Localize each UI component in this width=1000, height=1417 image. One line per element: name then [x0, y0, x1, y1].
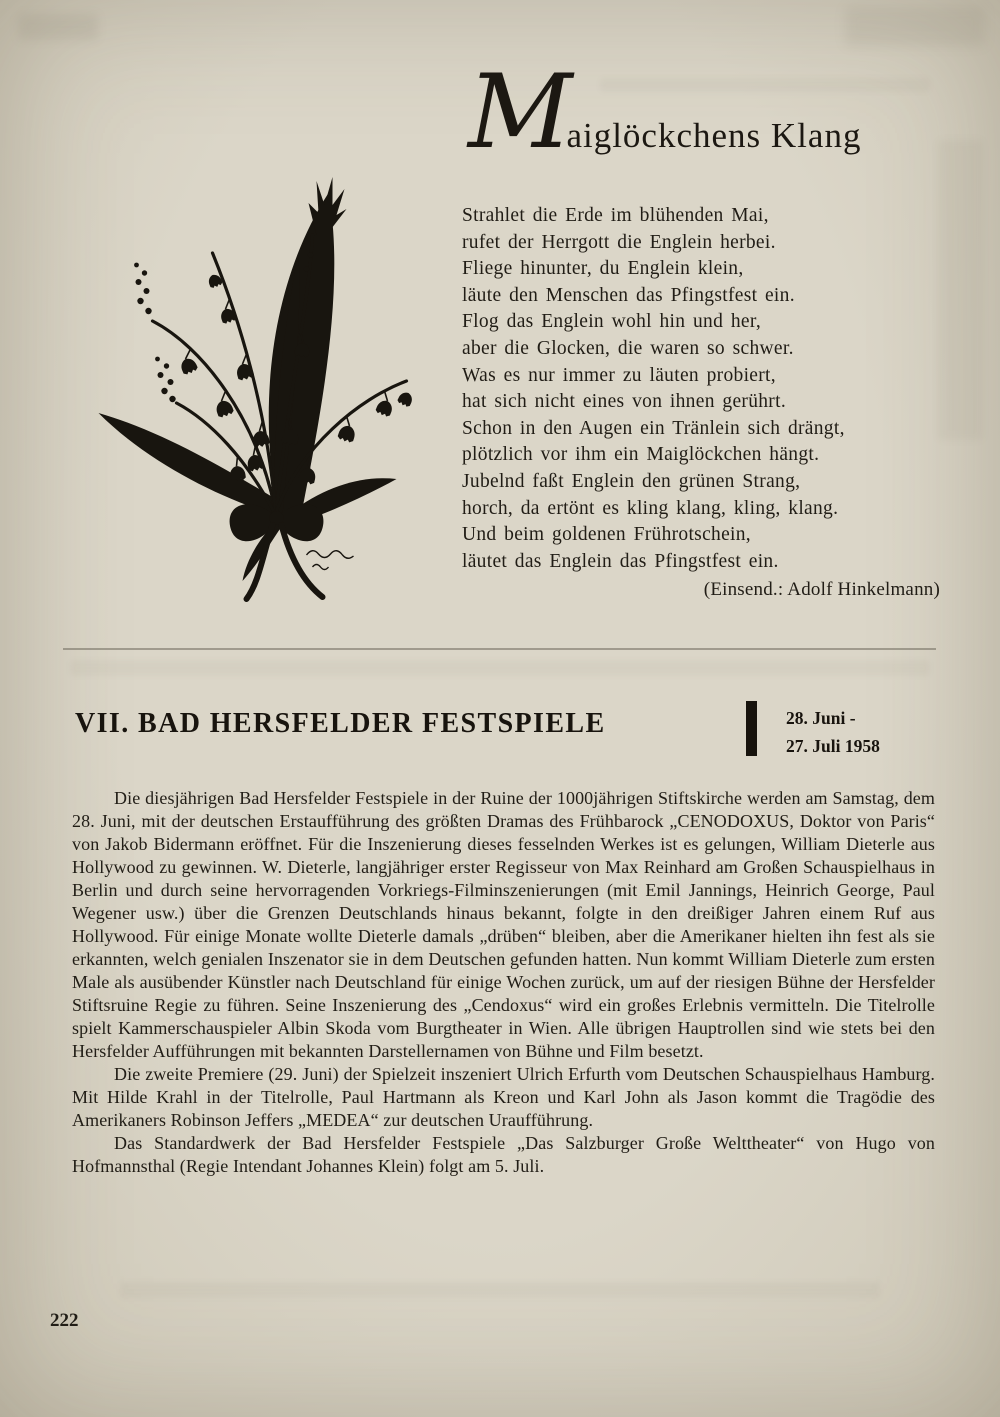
poem-line: plötzlich vor ihm ein Maiglöckchen hängt.: [462, 444, 820, 466]
article-body: [72, 787, 935, 1178]
poem-line: aber die Glocken, die waren so schwer.: [462, 337, 794, 359]
poem-line: hat sich nicht eines von ihnen gerührt.: [462, 391, 786, 413]
festival-date-start: 28. Juni -: [786, 708, 856, 728]
poem-line: Strahlet die Erde im blühenden Mai,: [462, 205, 769, 226]
showthrough-mark: [938, 140, 983, 440]
poem-line: Schon in den Augen ein Tränlein sich drängt,: [462, 417, 845, 439]
showthrough-mark: [70, 660, 930, 676]
poem-title-initial: M: [468, 53, 573, 172]
poem-line: rufet der Herrgott die Englein herbei.: [462, 231, 776, 253]
poem-line: horch, da ertönt es kling klang, kling, klang.: [462, 497, 839, 519]
heading-bar: [746, 701, 757, 756]
page-number: 222: [50, 1310, 79, 1331]
poem-line: läutet das Englein das Pfingstfest ein.: [462, 550, 779, 572]
article-paragraph: Die zweite Premiere (29. Juni) der Spielzeit inszeniert Ulrich Erfurth vom Deutschen Schauspielhaus Hamburg. Mit Hilde Krahl in der Titelrolle, Paul Hartmann als Kreon und Karl John als Jason kommt die Tragödie des Amerikaners Robinson Jeffers „MEDEA“ zur deutschen Uraufführung.: [72, 1064, 935, 1130]
poem-title: [468, 53, 862, 172]
section-divider: [63, 648, 936, 650]
artist-signature: [307, 551, 354, 570]
poem-line: Was es nur immer zu läuten probiert,: [462, 364, 776, 386]
article-heading: VII. BAD HERSFELDER FESTSPIELE: [75, 708, 606, 739]
showthrough-mark: [18, 14, 98, 40]
poem-title-text: aiglöckchens Klang: [566, 116, 862, 155]
poem-line: läute den Menschen das Pfingstfest ein.: [462, 284, 795, 306]
poem-line: Flog das Englein wohl hin und her,: [462, 311, 762, 333]
poem-text: [462, 203, 940, 575]
article-paragraph: Die diesjährigen Bad Hersfelder Festspiele in der Ruine der 1000jährigen Stiftskirche werden am Samstag, dem 28. Juni, mit der deutschen Erstaufführung des größten Dramas des Frühbarock „CENODOXUS, Doktor von Paris“ von Jakob Bidermann eröffnet. Für die Inszenierung dieses fesselnden Werkes ist es gelungen, William Dieterle aus Hollywood zu gewinnen. W. Dieterle, langjähriger erster Regisseur von Max Reinhard am Großen Schauspielhaus in Berlin und durch seine hervorragenden Vorkriegs-Filminszenierungen (mit Emil Jannings, Heinrich George, Paul Wegener usw.) über die Grenzen Deutschlands hinaus bekannt, folgte in den dreißiger Jahren einem Ruf aus Hollywood. Für einige Monate wollte Dieterle damals „drüben“ bleiben, aber die Amerikaner hielten ihn fest als sie erkannten, welch genialen Inszenator sie in dem Deutschen gefunden hatten. Nun kommt William Dieterle zum ersten Male als ausübender Künstler nach Deutschland für einige Wochen zurück, um auf der riesigen Bühne der Hersfelder Stiftsruine Regie zu führen. Seine Inszenierung des „Cendoxus“ wird ein großes Erlebnis vermitteln. Die Titelrolle spielt Kammerschauspieler Albin Skoda vom Burgtheater in Wien. Alle übrigen Hauptrollen sind wie stets bei den Hersfelder Aufführungen mit bekannten Darstellernamen von Bühne und Film besetzt.: [72, 788, 935, 1061]
festival-dates: [786, 705, 880, 760]
poem-line: Fliege hinunter, du Englein klein,: [462, 258, 744, 280]
poem-line: Jubelnd faßt Englein den grünen Strang,: [462, 470, 801, 492]
showthrough-mark: [845, 6, 985, 46]
showthrough-mark: [120, 1282, 880, 1298]
poem-attribution: (Einsend.: Adolf Hinkelmann): [703, 579, 940, 600]
festival-date-end: 27. Juli 1958: [786, 735, 880, 756]
article-paragraph: Das Standardwerk der Bad Hersfelder Festspiele „Das Salzburger Große Welttheater“ von Hugo von Hofmannsthal (Regie Intendant Johannes Klein) folgt am 5. Juli.: [72, 1133, 935, 1176]
poem-line: Und beim goldenen Frührotschein,: [462, 524, 751, 546]
lily-of-the-valley-illustration: [58, 85, 443, 605]
